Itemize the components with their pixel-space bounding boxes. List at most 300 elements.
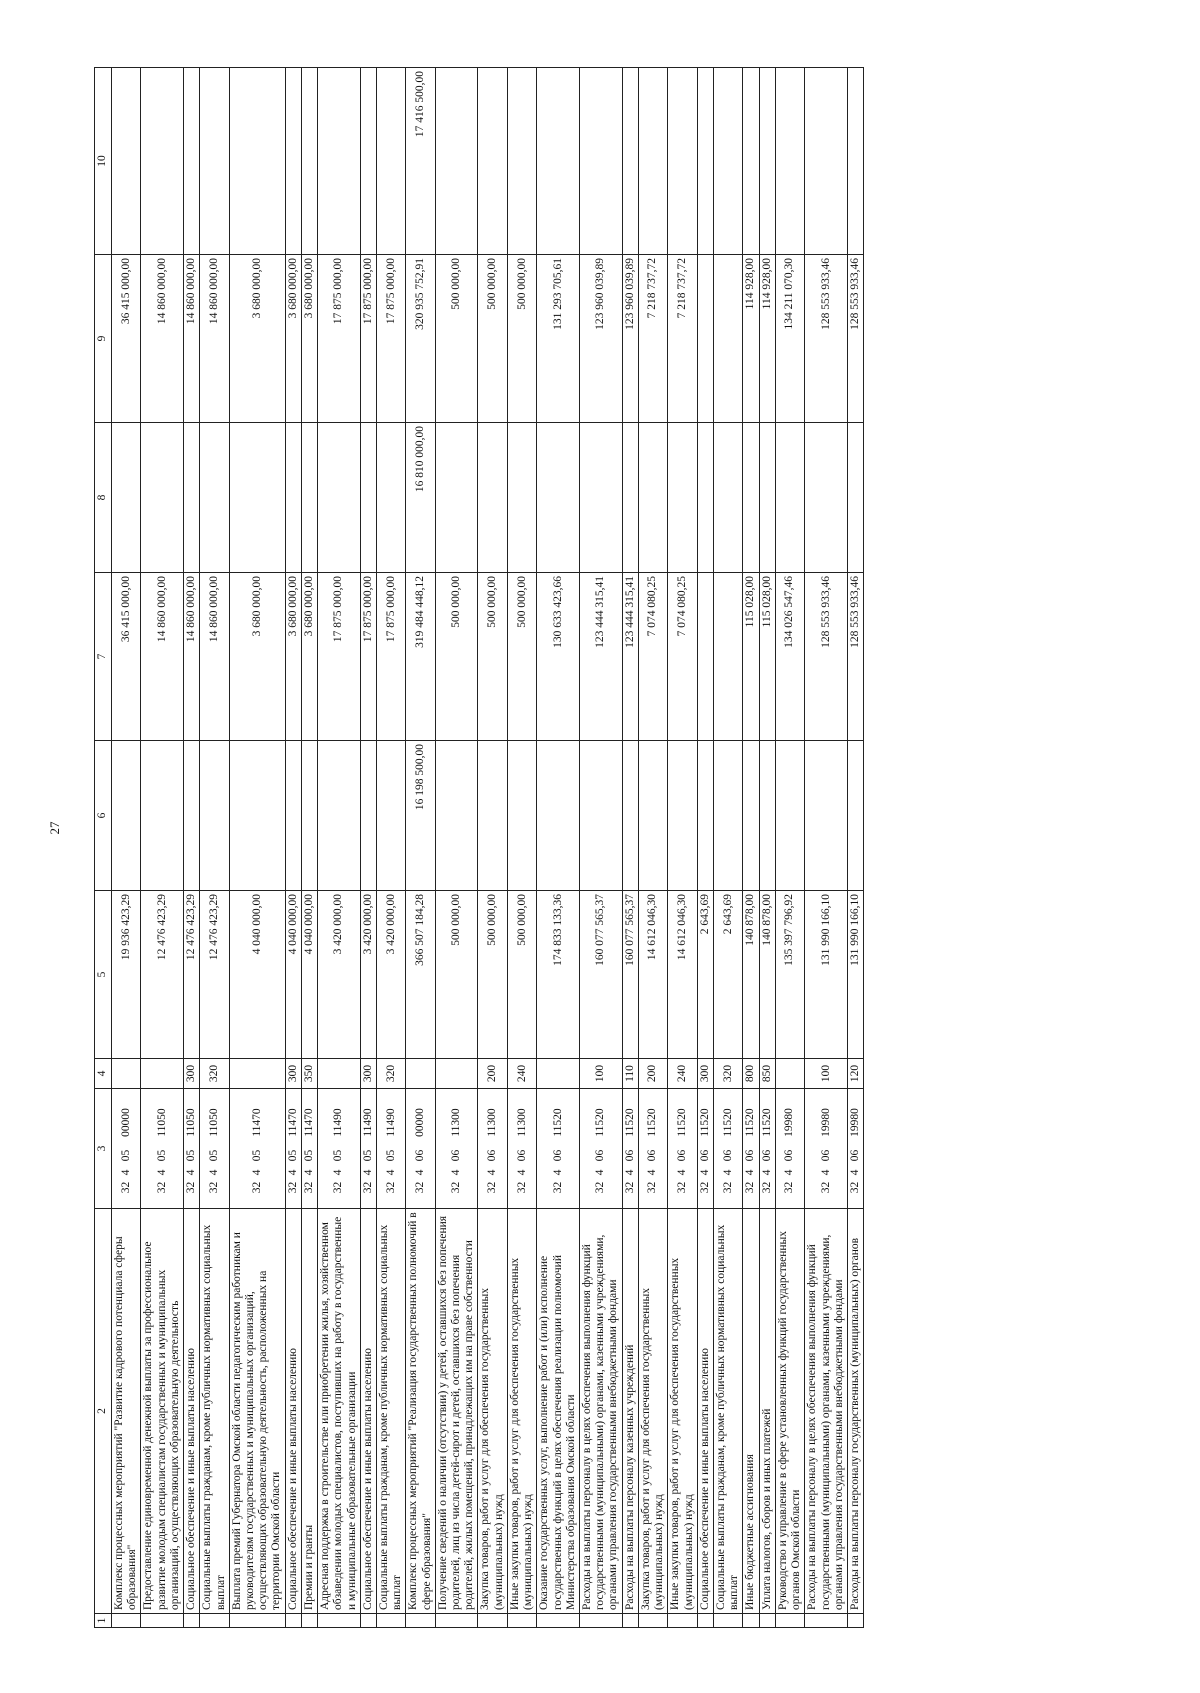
amount-v5: 500 000,00 [478,891,507,1059]
code-part: 32 [450,1181,463,1194]
amount-v8 [360,423,376,573]
amount-v8 [697,423,713,573]
code-part: 4 [848,1169,861,1176]
amount-v10 [301,68,317,255]
code-part: 32 [646,1181,659,1194]
code-part: 4 [721,1169,734,1176]
amount-v7: 3 680 000,00 [229,573,285,741]
column-header: 8 [95,423,112,573]
code-part: 06 [450,1149,463,1162]
code-part: 11300 [450,1108,463,1137]
amount-v6 [200,741,229,891]
amount-v10 [775,68,804,255]
code-part: 32 [698,1181,711,1194]
amount-v5: 140 878,00 [759,891,775,1059]
amount-v9: 114 928,00 [759,255,775,423]
amount-v8 [184,423,200,573]
amount-v10 [638,68,667,255]
amount-v5: 3 420 000,00 [318,891,361,1059]
target-code [775,1089,804,1209]
amount-v6 [697,741,713,891]
code-part: 4 [515,1169,528,1176]
code-part: 11490 [361,1108,374,1137]
code-part: 4 [361,1169,374,1176]
row-index-cell [847,1614,863,1628]
amount-v5: 3 420 000,00 [360,891,376,1059]
header-row [95,68,112,1628]
expense-type [229,1059,285,1089]
amount-v5: 14 612 046,30 [638,891,667,1059]
code-part: 4 [155,1169,168,1176]
table-row [713,68,742,1628]
target-code [638,1089,667,1209]
amount-v9 [697,255,713,423]
amount-v6 [759,741,775,891]
amount-v8 [759,423,775,573]
code-part: 32 [185,1181,198,1194]
column-header: 9 [95,255,112,423]
amount-v5: 12 476 423,29 [184,891,200,1059]
amount-v7: 3 680 000,00 [285,573,301,741]
amount-v7: 17 875 000,00 [318,573,361,741]
amount-v7: 123 444 315,41 [580,573,623,741]
code-part: 4 [486,1169,499,1176]
code-part: 4 [646,1169,659,1176]
amount-v7: 128 553 933,46 [847,573,863,741]
amount-v8 [141,423,184,573]
table-row [318,68,361,1628]
amount-v10: 17 416 500,00 [406,68,435,255]
code-part: 4 [594,1169,607,1176]
amount-v10 [478,68,507,255]
amount-v7: 17 875 000,00 [360,573,376,741]
expense-type: 320 [713,1059,742,1089]
code-part: 06 [515,1149,528,1162]
amount-v9: 500 000,00 [507,255,536,423]
code-part: 4 [819,1169,832,1176]
amount-v8 [318,423,361,573]
code-part: 32 [384,1181,397,1194]
expense-type [537,1059,580,1089]
amount-v8 [622,423,638,573]
code-part: 11300 [515,1108,528,1137]
row-name: Социальное обеспечение и иные выплаты населению [184,1209,200,1614]
amount-v10 [229,68,285,255]
amount-v6 [622,741,638,891]
column-header: 7 [95,573,112,741]
amount-v5: 500 000,00 [507,891,536,1059]
amount-v10 [318,68,361,255]
expense-type: 300 [285,1059,301,1089]
budget-table-sheet [94,68,1148,1628]
amount-v6 [713,741,742,891]
code-part: 4 [413,1169,426,1176]
amount-v9: 17 875 000,00 [318,255,361,423]
code-part: 4 [207,1169,220,1176]
amount-v10 [184,68,200,255]
target-code [318,1089,361,1209]
code-part: 4 [332,1169,345,1176]
amount-v5: 4 040 000,00 [285,891,301,1059]
code-part: 32 [119,1181,132,1194]
amount-v8 [775,423,804,573]
amount-v6: 16 198 500,00 [406,741,435,891]
code-part: 4 [623,1169,636,1176]
amount-v10 [435,68,478,255]
code-part: 32 [486,1181,499,1194]
table-row [301,68,317,1628]
code-part: 11520 [646,1108,659,1137]
amount-v10 [141,68,184,255]
amount-v6 [478,741,507,891]
row-name: Премии и гранты [301,1209,317,1614]
code-part: 4 [185,1169,198,1176]
amount-v8: 16 810 000,00 [406,423,435,573]
amount-v5: 2 643,69 [697,891,713,1059]
code-part: 06 [623,1149,636,1162]
amount-v8 [537,423,580,573]
row-index-cell [285,1614,301,1628]
row-name: Предоставление единовременной денежной выплаты за профессиональное развитие молодым специалистам государственных и муниципальных организаций, осуществляющих образовательную деятельность [141,1209,184,1614]
row-index-cell [805,1614,848,1628]
row-index-cell [200,1614,229,1628]
amount-v10 [537,68,580,255]
code-part: 4 [783,1169,796,1176]
code-part: 11470 [302,1108,315,1137]
row-index-cell [112,1614,141,1628]
amount-v6 [360,741,376,891]
amount-v9: 3 680 000,00 [301,255,317,423]
row-name: Комплекс процессных мероприятий "Развитие кадрового потенциала сферы образования" [112,1209,141,1614]
row-index-cell [507,1614,536,1628]
code-part: 32 [515,1181,528,1194]
amount-v10 [200,68,229,255]
code-part: 4 [302,1169,315,1176]
amount-v6 [507,741,536,891]
row-name: Оказание государственных услуг, выполнение работ и (или) исполнение государственных функций в целях обеспечения реализации полномочий Министерства образования Омской области [537,1209,580,1614]
expense-type: 300 [360,1059,376,1089]
amount-v7: 7 074 080,25 [638,573,667,741]
amount-v5: 366 507 184,28 [406,891,435,1059]
table-row [580,68,623,1628]
code-part: 32 [760,1181,773,1194]
amount-v5: 140 878,00 [743,891,759,1059]
table-row [507,68,536,1628]
table-row [376,68,405,1628]
code-part: 05 [332,1149,345,1162]
row-name: Социальные выплаты гражданам, кроме публичных нормативных социальных выплат [200,1209,229,1614]
expense-type [112,1059,141,1089]
amount-v5: 4 040 000,00 [229,891,285,1059]
amount-v8 [301,423,317,573]
amount-v9: 36 415 000,00 [112,255,141,423]
amount-v10 [622,68,638,255]
code-part: 06 [783,1149,796,1162]
table-row [285,68,301,1628]
amount-v6 [376,741,405,891]
amount-v7: 14 860 000,00 [141,573,184,741]
amount-v6 [638,741,667,891]
row-index-cell [229,1614,285,1628]
amount-v6 [301,741,317,891]
amount-v8 [478,423,507,573]
code-part: 11490 [332,1108,345,1137]
row-name: Социальное обеспечение и иные выплаты населению [285,1209,301,1614]
expense-type: 240 [668,1059,697,1089]
row-name: Расходы на выплаты персоналу государственных (муниципальных) органов [847,1209,863,1614]
code-part: 11520 [744,1108,757,1137]
amount-v5: 131 990 166,10 [805,891,848,1059]
amount-v5: 174 833 133,36 [537,891,580,1059]
table-row [622,68,638,1628]
table-row [229,68,285,1628]
code-part: 06 [594,1149,607,1162]
column-header: 5 [95,891,112,1059]
code-part: 19980 [819,1108,832,1137]
table-row [697,68,713,1628]
amount-v8 [112,423,141,573]
code-part: 4 [384,1169,397,1176]
target-code [743,1089,759,1209]
row-name: Расходы на выплаты персоналу в целях обеспечения выполнения функций государственными (муниципальными) органами, казенными учреждениями, органами управления государственными внебюджетными фондами [805,1209,848,1614]
amount-v5: 3 420 000,00 [376,891,405,1059]
code-part: 32 [207,1181,220,1194]
amount-v9: 17 875 000,00 [360,255,376,423]
code-part: 11520 [760,1108,773,1137]
amount-v7: 130 633 423,66 [537,573,580,741]
amount-v5: 2 643,69 [713,891,742,1059]
amount-v5: 19 936 423,29 [112,891,141,1059]
target-code [141,1089,184,1209]
table-row [435,68,478,1628]
row-name: Социальное обеспечение и иные выплаты населению [360,1209,376,1614]
amount-v8 [638,423,667,573]
amount-v7: 7 074 080,25 [668,573,697,741]
column-header: 3 [95,1089,112,1209]
row-index-cell [301,1614,317,1628]
amount-v10 [759,68,775,255]
amount-v7: 14 860 000,00 [200,573,229,741]
target-code [622,1089,638,1209]
table-row [638,68,667,1628]
amount-v9: 14 860 000,00 [200,255,229,423]
amount-v7: 115 028,00 [759,573,775,741]
amount-v7 [713,573,742,741]
amount-v9: 114 928,00 [743,255,759,423]
amount-v6 [229,741,285,891]
column-header: 6 [95,741,112,891]
target-code [229,1089,285,1209]
row-index-cell [580,1614,623,1628]
row-index-cell [406,1614,435,1628]
row-index-cell [775,1614,804,1628]
code-part: 4 [744,1169,757,1176]
amount-v7: 14 860 000,00 [184,573,200,741]
code-part: 05 [286,1149,299,1162]
table-row [112,68,141,1628]
code-part: 11050 [207,1108,220,1137]
row-name: Иные бюджетные ассигнования [743,1209,759,1614]
code-part: 06 [646,1149,659,1162]
code-part: 32 [819,1181,832,1194]
target-code [112,1089,141,1209]
amount-v9: 14 860 000,00 [141,255,184,423]
code-part: 32 [721,1181,734,1194]
code-part: 06 [744,1149,757,1162]
row-index-cell [713,1614,742,1628]
target-code [668,1089,697,1209]
amount-v9: 500 000,00 [478,255,507,423]
code-part: 11470 [250,1108,263,1137]
target-code [759,1089,775,1209]
amount-v8 [805,423,848,573]
amount-v9: 134 211 070,30 [775,255,804,423]
expense-type: 100 [805,1059,848,1089]
row-index-cell [759,1614,775,1628]
code-part: 32 [332,1181,345,1194]
amount-v6 [141,741,184,891]
table-row [478,68,507,1628]
amount-v10 [713,68,742,255]
code-part: 4 [119,1169,132,1176]
code-part: 11300 [486,1108,499,1137]
amount-v10 [285,68,301,255]
amount-v7: 128 553 933,46 [805,573,848,741]
row-name: Закупка товаров, работ и услуг для обеспечения государственных (муниципальных) нужд [478,1209,507,1614]
code-part: 32 [286,1181,299,1194]
row-index-cell [184,1614,200,1628]
amount-v8 [743,423,759,573]
amount-v8 [200,423,229,573]
amount-v9 [713,255,742,423]
amount-v6 [318,741,361,891]
code-part: 06 [698,1149,711,1162]
amount-v9: 128 553 933,46 [805,255,848,423]
row-name: Социальное обеспечение и иные выплаты населению [697,1209,713,1614]
row-index-cell [141,1614,184,1628]
amount-v9: 3 680 000,00 [229,255,285,423]
amount-v9: 123 960 039,89 [580,255,623,423]
amount-v6 [805,741,848,891]
code-part: 11520 [623,1108,636,1137]
amount-v10 [376,68,405,255]
code-part: 32 [594,1181,607,1194]
code-part: 05 [207,1149,220,1162]
expense-type: 850 [759,1059,775,1089]
expense-type: 200 [638,1059,667,1089]
row-index-cell [360,1614,376,1628]
code-part: 32 [413,1181,426,1194]
code-part: 06 [675,1149,688,1162]
expense-type: 100 [580,1059,623,1089]
amount-v10 [112,68,141,255]
code-part: 11520 [594,1108,607,1137]
code-part: 32 [361,1181,374,1194]
code-part: 05 [384,1149,397,1162]
amount-v10 [360,68,376,255]
table-row [775,68,804,1628]
code-part: 11520 [551,1108,564,1137]
code-part: 11520 [698,1108,711,1137]
amount-v7: 115 028,00 [743,573,759,741]
amount-v6 [775,741,804,891]
expense-type: 120 [847,1059,863,1089]
code-part: 4 [675,1169,688,1176]
table-row [743,68,759,1628]
row-name: Руководство и управление в сфере установленных функций государственных органов Омской области [775,1209,804,1614]
budget-table [94,67,864,1628]
target-code [200,1089,229,1209]
amount-v5: 500 000,00 [435,891,478,1059]
target-code [184,1089,200,1209]
amount-v9: 320 935 752,91 [406,255,435,423]
table-row [537,68,580,1628]
table-row [406,68,435,1628]
amount-v5: 12 476 423,29 [200,891,229,1059]
amount-v7 [697,573,713,741]
expense-type: 110 [622,1059,638,1089]
code-part: 4 [760,1169,773,1176]
table-row [360,68,376,1628]
amount-v8 [507,423,536,573]
amount-v7: 123 444 315,41 [622,573,638,741]
code-part: 06 [819,1149,832,1162]
row-name: Выплата премий Губернатора Омской области педагогическим работникам и руководителям государственных и муниципальных организаций, осуществляющих образовательную деятельность, расположенных на территории Омской области [229,1209,285,1614]
table-row [668,68,697,1628]
amount-v9: 123 960 039,89 [622,255,638,423]
code-part: 05 [250,1149,263,1162]
code-part: 05 [119,1149,132,1162]
target-code [360,1089,376,1209]
amount-v8 [713,423,742,573]
amount-v10 [697,68,713,255]
expense-type: 320 [200,1059,229,1089]
row-name: Получение сведений о наличии (отсутствии) у детей, оставшихся без попечения родителей, лиц из числа детей-сирот и детей, оставшихся без попечения родителей, жилых помещений, принадлежащих им на праве собственности [435,1209,478,1614]
code-part: 00000 [119,1108,132,1137]
row-index-cell [638,1614,667,1628]
code-part: 32 [675,1181,688,1194]
code-part: 32 [250,1181,263,1194]
column-header: 4 [95,1059,112,1089]
target-code [713,1089,742,1209]
code-part: 11050 [185,1108,198,1137]
amount-v5: 131 990 166,10 [847,891,863,1059]
amount-v8 [580,423,623,573]
row-name: Иные закупки товаров, работ и услуг для обеспечения государственных (муниципальных) нужд [668,1209,697,1614]
code-part: 32 [783,1181,796,1194]
amount-v7: 500 000,00 [435,573,478,741]
amount-v9: 3 680 000,00 [285,255,301,423]
amount-v8 [376,423,405,573]
row-index-cell [435,1614,478,1628]
target-code [805,1089,848,1209]
code-part: 11050 [155,1108,168,1137]
target-code [507,1089,536,1209]
row-index-cell [743,1614,759,1628]
column-header: 2 [95,1209,112,1614]
code-part: 32 [551,1181,564,1194]
expense-type [406,1059,435,1089]
row-name: Адресная поддержка в строительстве или приобретении жилья, хозяйственном обзаведении молодых специалистов, поступивших на работу в государственные и муниципальные образовательные организации [318,1209,361,1614]
expense-type: 300 [184,1059,200,1089]
table-row [847,68,863,1628]
table-row [200,68,229,1628]
row-name: Иные закупки товаров, работ и услуг для обеспечения государственных (муниципальных) нужд [507,1209,536,1614]
table-row [141,68,184,1628]
amount-v6 [184,741,200,891]
code-part: 06 [413,1149,426,1162]
amount-v10 [668,68,697,255]
